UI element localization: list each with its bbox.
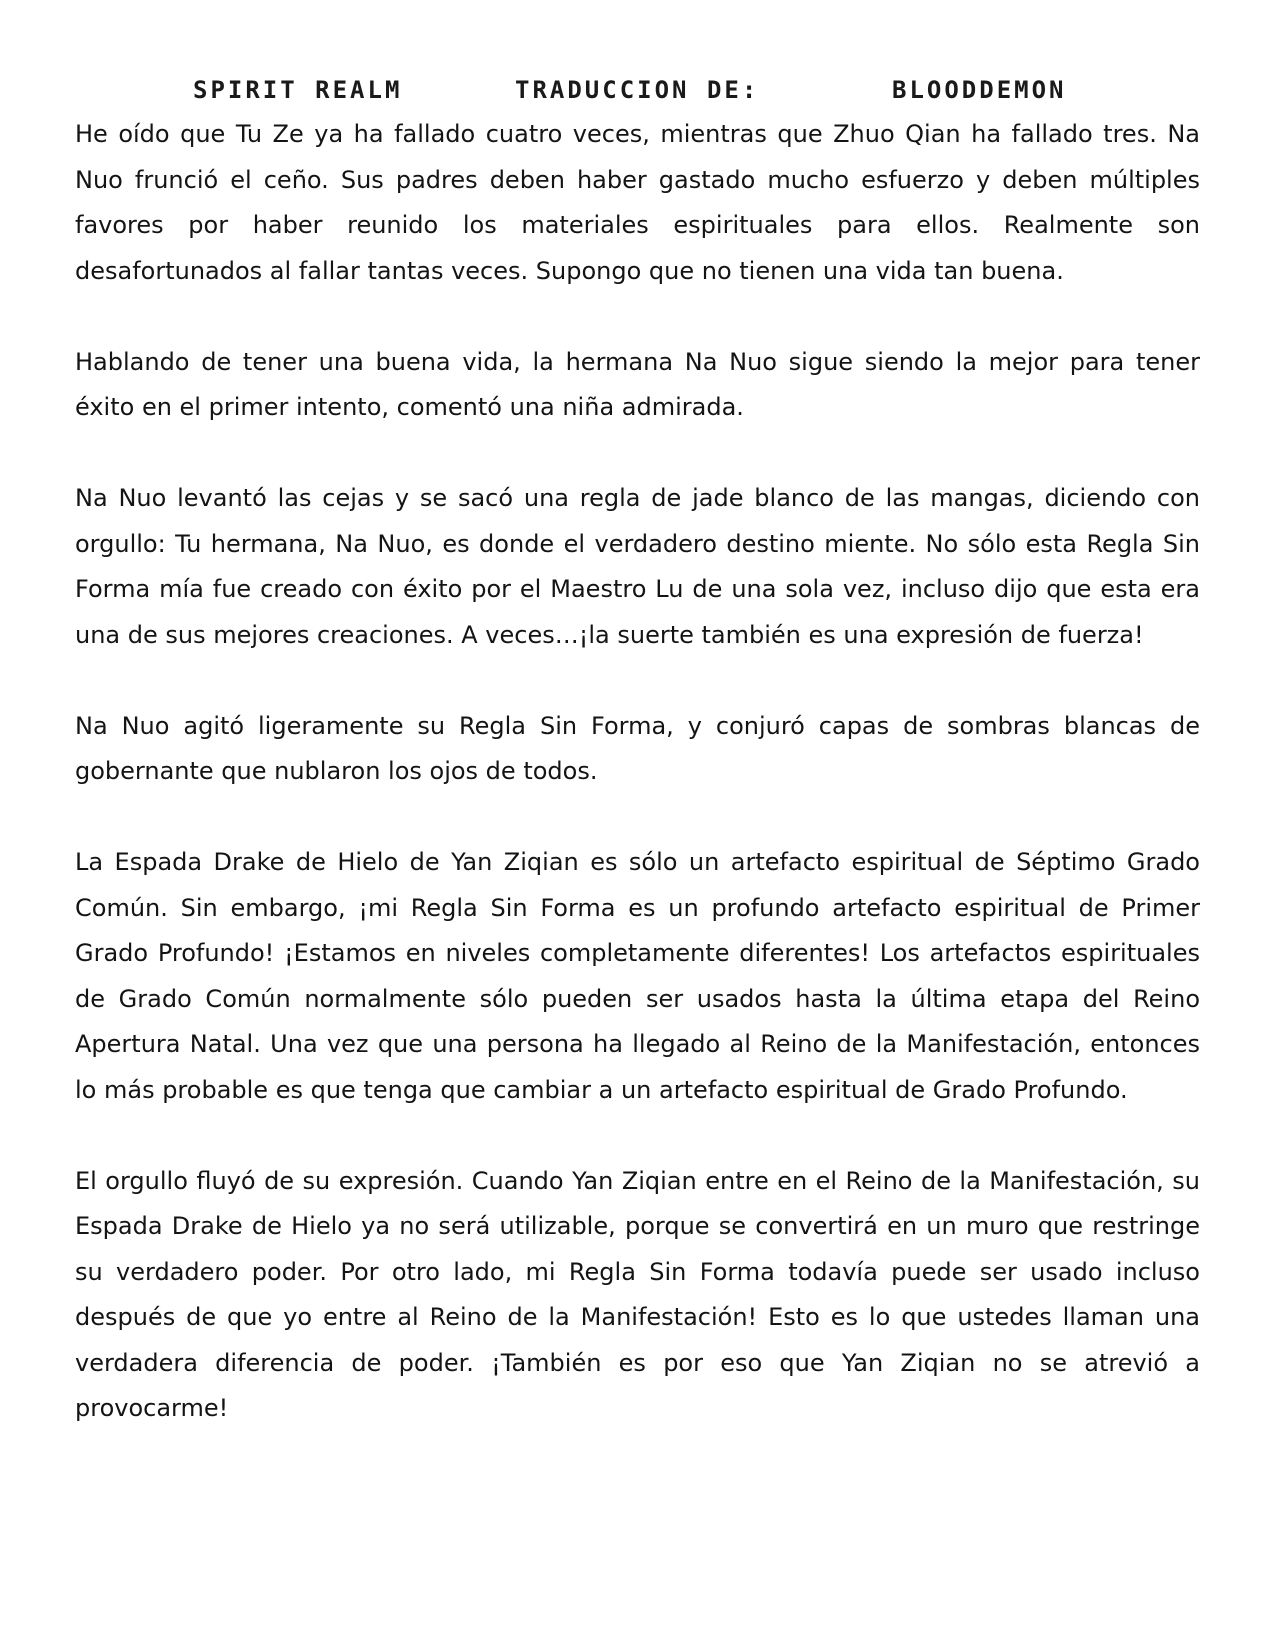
body-text <box>75 112 1200 1477</box>
paragraph: El orgullo fluyó de su expresión. Cuando Yan Ziqian entre en el Reino de la Manifestación, su Espada Drake de Hielo ya no será utilizable, porque se convertirá en un muro que restringe su verdadero poder. Por otro lado, mi Regla Sin Forma todavía puede ser usado incluso después de que yo entre al Reino de la Manifestación! Esto es lo que ustedes llaman una verdadera diferencia de poder. ¡También es por eso que Yan Ziqian no se atrevió a provocarme! <box>75 1166 1200 1422</box>
paragraph: Na Nuo agitó ligeramente su Regla Sin Forma, y conjuró capas de sombras blancas de gobernante que nublaron los ojos de todos. <box>75 711 1200 785</box>
header-title: SPIRIT REALM <box>193 76 403 104</box>
paragraph: He oído que Tu Ze ya ha fallado cuatro veces, mientras que Zhuo Qian ha fallado tres. Na Nuo frunció el ceño. Sus padres deben haber gastado mucho esfuerzo y deben múltiples favores por haber reunido los materiales espirituales para ellos. Realmente son desafortunados al fallar tantas veces. Supongo que no tienen una vida tan buena. <box>75 120 1200 285</box>
header-translation-label: TRADUCCION DE: <box>515 76 760 104</box>
paragraph: La Espada Drake de Hielo de Yan Ziqian es sólo un artefacto espiritual de Séptimo Grado Común. Sin embargo, ¡mi Regla Sin Forma es un profundo artefacto espiritual de Primer Grado Profundo! ¡Estamos en niveles completamente diferentes! Los artefactos espirituales de Grado Común normalmente sólo pueden ser usados hasta la última etapa del Reino Apertura Natal. Una vez que una persona ha llegado al Reino de la Manifestación, entonces lo más probable es que tenga que cambiar a un artefacto espiritual de Grado Profundo. <box>75 848 1200 1104</box>
paragraph: Na Nuo levantó las cejas y se sacó una regla de jade blanco de las mangas, diciendo con orgullo: Tu hermana, Na Nuo, es donde el verdadero destino miente. No sólo esta Regla Sin Forma mía fue creado con éxito por el Maestro Lu de una sola vez, incluso dijo que esta era una de sus mejores creaciones. A veces…¡la suerte también es una expresión de fuerza! <box>75 484 1200 649</box>
paragraph: Hablando de tener una buena vida, la hermana Na Nuo sigue siendo la mejor para tener éxito en el primer intento, comentó una niña admirada. <box>75 347 1200 421</box>
page-header <box>0 68 1275 108</box>
header-translator: BLOODDEMON <box>892 76 1067 104</box>
